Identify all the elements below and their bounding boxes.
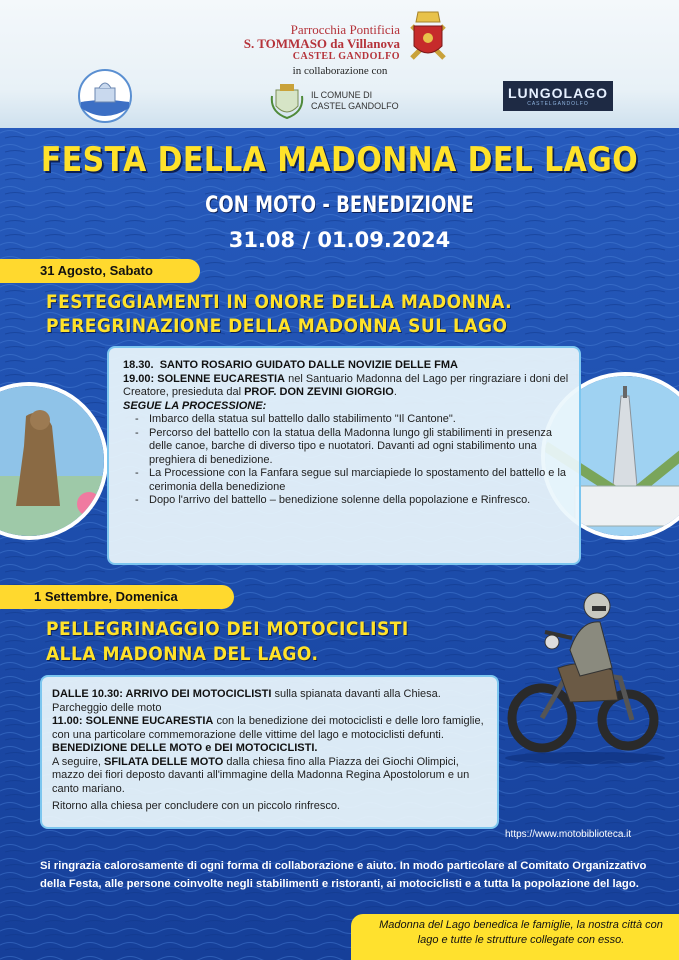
comune-label — [311, 90, 399, 112]
eucharist-time: 19.00: — [123, 372, 155, 385]
day2-tag: 1 Settembre, Domenica — [0, 585, 234, 609]
procession-item: - Percorso del battello con la statua della Madonna lungo gli stabilimenti in presenza delle canoe, barche di diverso tipo e nuotatori. Davanti ad ogni stabilimento una preghiera di benedizione. — [149, 427, 569, 468]
lungolago-logo — [503, 81, 613, 111]
parade-text-1: A seguire, — [52, 755, 101, 768]
parish-name-line3: CASTEL GANDOLFO — [292, 51, 400, 62]
eucharist-text: nel Santuario Madonna del Lago per ringraziare i doni del Creatore, presieduta dal — [123, 372, 569, 398]
parade-text-2: dalla chiesa fino alla Piazza dei Giochi Olimpici, mazzo dei fiori deposto davanti all'immagine della Madonna Regina Apostolorum e un canto mariano. — [52, 755, 470, 795]
program-item-eucharist: 19.00: SOLENNE EUCARESTIA nel Santuario Madonna del Lago per ringraziare i doni del Creatore, presieduta dal PROF. DON ZEVINI GIORGIO. — [123, 372, 569, 398]
footer-blessing-text: Madonna del Lago benedica le famiglie, la nostra città con lago e tutte le strutture collegate con esso. — [379, 919, 663, 946]
event-dates: 31.08 / 01.09.2024 — [228, 228, 451, 252]
mass-bold: 11.00: SOLENNE EUCARESTIA — [52, 715, 214, 727]
comune-line1: IL COMUNE DI — [311, 90, 373, 100]
procession-item: - Dopo l'arrivo del battello – benedizione solenne della popolazione e Rinfresco. — [149, 494, 569, 508]
program-item-rosary — [123, 359, 569, 373]
parade-bold: SFILATA DELLE MOTO — [103, 755, 224, 768]
procession-list — [123, 413, 569, 508]
day1-tag: 31 Agosto, Sabato — [0, 259, 200, 283]
procession-item: - La Processione con la Fanfara segue sul marciapiede lo spostamento del battello e la cerimonia della benedizione — [149, 467, 569, 494]
day1-program-box — [107, 346, 581, 565]
footer-blessing — [351, 914, 679, 960]
rosary-text: SANTO ROSARIO GUIDATO DALLE NOVIZIE DELLE FMA — [159, 359, 458, 371]
parish-name-line1: Parrocchia Pontificia — [290, 22, 400, 37]
program-item-parade — [52, 756, 487, 797]
day1-heading-line1: FESTEGGIAMENTI IN ONORE DELLA MADONNA. — [46, 291, 513, 313]
day1-heading-line2: PEREGRINAZIONE DELLA MADONNA SUL LAGO — [46, 315, 508, 337]
papal-coat-of-arms-icon — [404, 8, 452, 70]
eucharist-presider: PROF. DON ZEVINI GIORGIO — [244, 386, 394, 398]
lungolago-logo-subtext: CASTELGANDOLFO — [527, 101, 589, 107]
day2-heading-line1: PELLEGRINAGGIO DEI MOTOCICLISTI — [46, 618, 409, 640]
comune-line2: CASTEL GANDOLFO — [311, 101, 399, 111]
procession-title — [123, 400, 569, 414]
collaboration-text: in collaborazione con — [292, 65, 388, 77]
website-link[interactable]: https://www.motobiblioteca.it — [505, 829, 632, 840]
parish-logo — [77, 68, 133, 124]
event-title: FESTA DELLA MADONNA DEL LAGO — [40, 140, 639, 180]
arrival-text: sulla spianata davanti alla Chiesa. Parcheggio delle moto — [52, 688, 441, 714]
motorcyclist-illustration — [500, 580, 670, 765]
thanks-text: Si ringrazia calorosamente di ogni forma di collaborazione e aiuto. In modo particolare al Comitato Organizzativo della Festa, alle persone coinvolte negli stabilimenti e ristoranti, ai motociclisti e a tutta la popolazione del lago. — [40, 860, 647, 890]
lungolago-logo-text: LUNGOLAGO — [508, 85, 608, 101]
eucharist-bold: SOLENNE EUCARESTIA — [157, 372, 286, 385]
program-item-return: Ritorno alla chiesa per concludere con un piccolo rinfresco. — [52, 800, 340, 812]
parish-name-line2: S. TOMMASO da Villanova — [243, 36, 400, 51]
procession-item: - Imbarco della statua sul battello dallo stabilimento "Il Cantone". — [149, 413, 569, 427]
comune-crest-icon — [270, 82, 304, 120]
mass-text: con la benedizione dei motociclisti e delle loro famiglie, con una particolare commemorazione delle vittime del lago e motociclisti defunti. — [52, 715, 484, 741]
program-item-arrival — [52, 688, 487, 715]
procession-title-text: SEGUE LA PROCESSIONE: — [123, 399, 267, 412]
header — [0, 0, 679, 128]
day2-program-box — [40, 675, 499, 829]
event-subtitle: CON MOTO - BENEDIZIONE — [205, 193, 474, 218]
rosary-time: 18.30. — [123, 359, 154, 371]
program-item-mass — [52, 715, 487, 756]
arrival-bold: DALLE 10.30: ARRIVO DEI MOTOCICLISTI — [52, 688, 272, 700]
day2-heading-line2: ALLA MADONNA DEL LAGO. — [46, 643, 319, 665]
blessing-bold: BENEDIZIONE DELLE MOTO e DEI MOTOCICLISTI. — [52, 742, 318, 754]
